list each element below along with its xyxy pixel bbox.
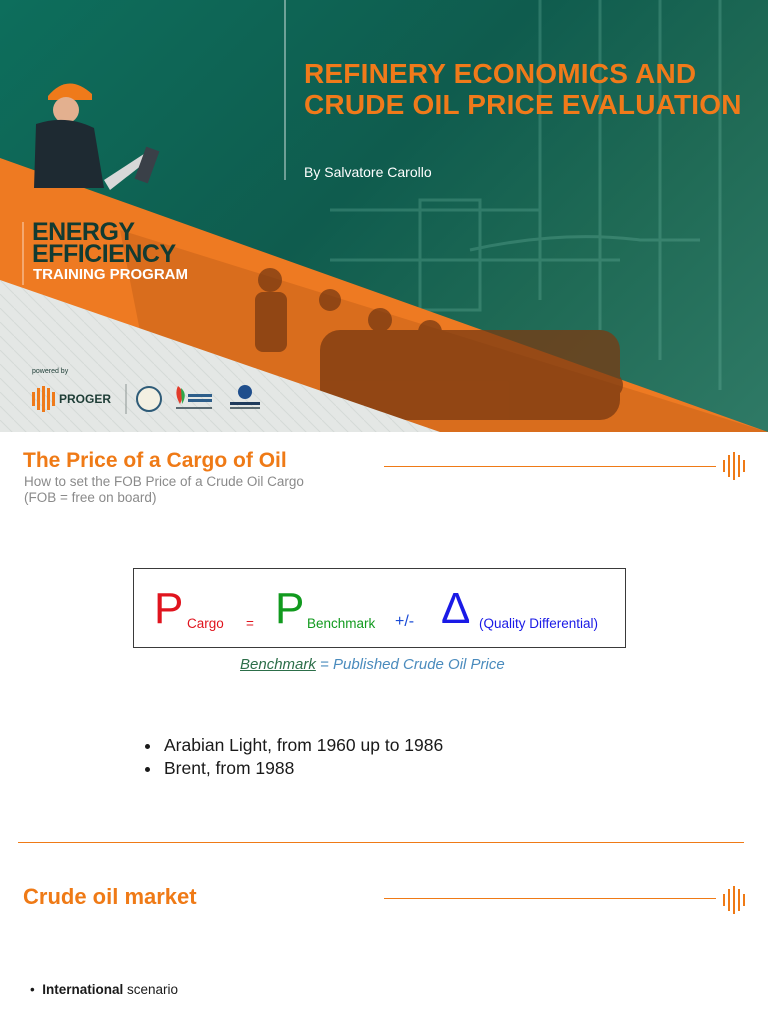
price-formula-box — [133, 568, 626, 648]
slide3-title: Crude oil market — [23, 884, 197, 909]
formula-equals: = — [246, 616, 254, 631]
list-item: • Brent, from 1988 — [162, 757, 443, 780]
scenario-bold: International — [42, 982, 124, 997]
benchmark-definition-text: = Published Crude Oil Price — [315, 656, 505, 673]
scenario-rest: scenario — [123, 982, 179, 997]
formula-p-cargo: P — [154, 584, 184, 633]
benchmark-list — [140, 734, 443, 780]
energy-efficiency-logo-icon — [172, 384, 214, 412]
proger-mark-icon — [722, 452, 746, 480]
formula-benchmark-sub: Benchmark — [307, 616, 376, 631]
list-item: • Arabian Light, from 1960 up to 1986 — [162, 734, 443, 757]
cover-slide — [0, 0, 768, 432]
benchmark-definition — [240, 656, 505, 673]
slide-subtitle-line1: How to set the FOB Price of a Crude Oil Cargo — [24, 474, 304, 489]
ebrd-logo-icon — [224, 384, 266, 412]
cover-author: By Salvatore Carollo — [304, 164, 432, 180]
egypt-seal-icon — [136, 386, 162, 412]
program-name-line3: TRAINING PROGRAM — [33, 266, 188, 283]
program-name-line2: EFFICIENCY — [32, 240, 176, 268]
slide-divider — [18, 842, 744, 843]
powered-by-label: powered by — [32, 368, 69, 375]
title-rule — [384, 898, 716, 899]
formula-p-benchmark: P — [275, 584, 305, 633]
proger-mark-icon — [722, 886, 746, 914]
program-name-line1: ENERGY — [32, 218, 135, 246]
proger-logo-text: PROGER — [59, 392, 112, 406]
scenario-bullet: • International scenario — [30, 982, 179, 997]
formula-delta-sub: (Quality Differential) — [479, 616, 599, 631]
title-rule — [384, 466, 716, 467]
cover-title: REFINERY ECONOMICS AND CRUDE OIL PRICE EVALUATION — [304, 58, 742, 120]
slide-title: The Price of a Cargo of Oil — [23, 449, 287, 472]
benchmark-link[interactable]: Benchmark — [240, 656, 316, 673]
formula-plus-minus: +/- — [395, 613, 415, 630]
formula-cargo-sub: Cargo — [187, 616, 224, 631]
worker-figure — [34, 83, 159, 190]
slide-subtitle-line2: (FOB = free on board) — [24, 490, 157, 505]
formula-delta: Δ — [441, 584, 471, 633]
